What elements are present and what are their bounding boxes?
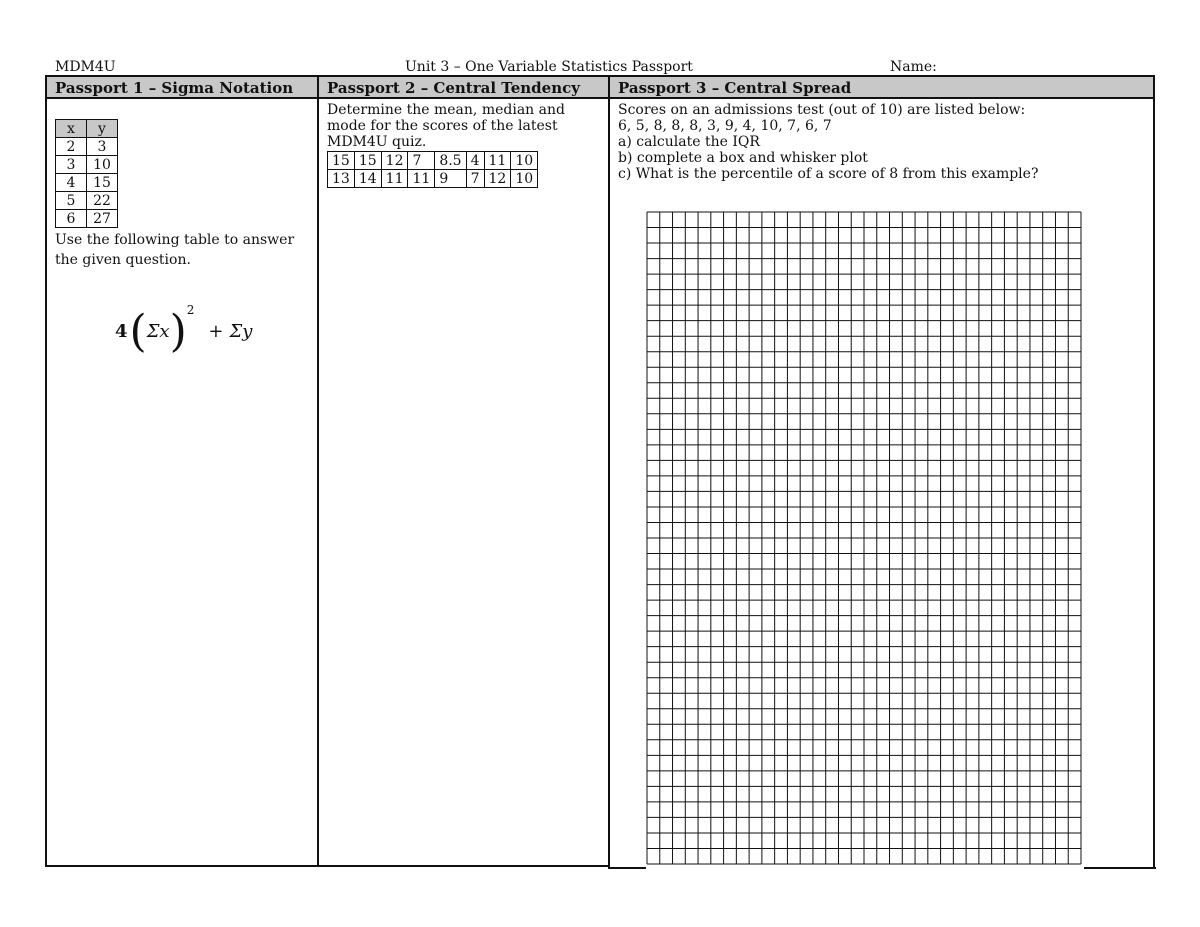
score-cell: 4 — [466, 152, 484, 170]
passport3-part-a: a) calculate the IQR — [618, 134, 760, 150]
name-label: Name: — [890, 59, 937, 75]
xy-cell: 22 — [87, 192, 118, 210]
table-row — [328, 152, 538, 170]
course-code: MDM4U — [55, 59, 116, 75]
xy-table — [55, 119, 118, 228]
passport3-column — [610, 77, 1155, 867]
passport2-title: Passport 2 – Central Tendency — [319, 77, 608, 99]
formula-open-paren: ( — [129, 306, 147, 357]
table-row — [328, 170, 538, 188]
formula-plus: + — [208, 321, 224, 342]
formula-coefficient: 4 — [115, 321, 128, 342]
score-cell: 9 — [435, 170, 466, 188]
score-cell: 15 — [354, 152, 381, 170]
sigma-formula — [115, 303, 309, 357]
passport1-instruction: Use the following table to answer the given question. — [55, 232, 295, 268]
xy-cell: 15 — [87, 174, 118, 192]
passport3-line1: Scores on an admissions test (out of 10) are listed below: — [618, 102, 1026, 118]
score-cell: 7 — [466, 170, 484, 188]
xy-cell: 5 — [56, 192, 87, 210]
score-cell: 15 — [328, 152, 355, 170]
passport3-title: Passport 3 – Central Spread — [610, 77, 1153, 99]
table-row — [56, 138, 118, 156]
score-cell: 8.5 — [435, 152, 466, 170]
xy-cell: 6 — [56, 210, 87, 228]
xy-cell: 27 — [87, 210, 118, 228]
score-cell: 13 — [328, 170, 355, 188]
passport1-column — [47, 77, 319, 867]
score-cell: 12 — [381, 152, 408, 170]
formula-sum-y: Σy — [229, 321, 253, 342]
xy-cell: 2 — [56, 138, 87, 156]
table-row — [56, 210, 118, 228]
table-row — [56, 192, 118, 210]
bottom-border-right — [1084, 867, 1156, 869]
passport3-part-c: c) What is the percentile of a score of 8 from this example? — [618, 166, 1039, 182]
score-cell: 11 — [381, 170, 408, 188]
score-cell: 14 — [354, 170, 381, 188]
score-cell: 10 — [511, 152, 538, 170]
xy-header-y: y — [87, 120, 118, 138]
passport-sheet — [45, 75, 1155, 867]
xy-cell: 10 — [87, 156, 118, 174]
table-row — [56, 174, 118, 192]
quiz-scores-table — [327, 151, 538, 188]
xy-header-x: x — [56, 120, 87, 138]
formula-close-paren: ) — [169, 306, 187, 357]
xy-cell: 3 — [56, 156, 87, 174]
score-cell: 12 — [484, 170, 511, 188]
unit-title: Unit 3 – One Variable Statistics Passport — [405, 59, 693, 75]
passport2-column — [319, 77, 610, 867]
bottom-border-left — [608, 867, 646, 869]
xy-cell: 4 — [56, 174, 87, 192]
xy-cell: 3 — [87, 138, 118, 156]
score-cell: 11 — [484, 152, 511, 170]
formula-sum-x: Σx — [146, 321, 170, 342]
passport2-instruction: Determine the mean, median and mode for the scores of the latest MDM4U quiz. — [327, 102, 565, 150]
formula-exponent: 2 — [186, 303, 195, 317]
score-cell: 10 — [511, 170, 538, 188]
score-cell: 7 — [408, 152, 435, 170]
graph-paper-grid — [646, 211, 1082, 865]
passport3-data: 6, 5, 8, 8, 8, 3, 9, 4, 10, 7, 6, 7 — [618, 118, 832, 134]
passport1-title: Passport 1 – Sigma Notation — [47, 77, 317, 99]
score-cell: 11 — [408, 170, 435, 188]
table-row — [56, 156, 118, 174]
passport3-part-b: b) complete a box and whisker plot — [618, 150, 868, 166]
